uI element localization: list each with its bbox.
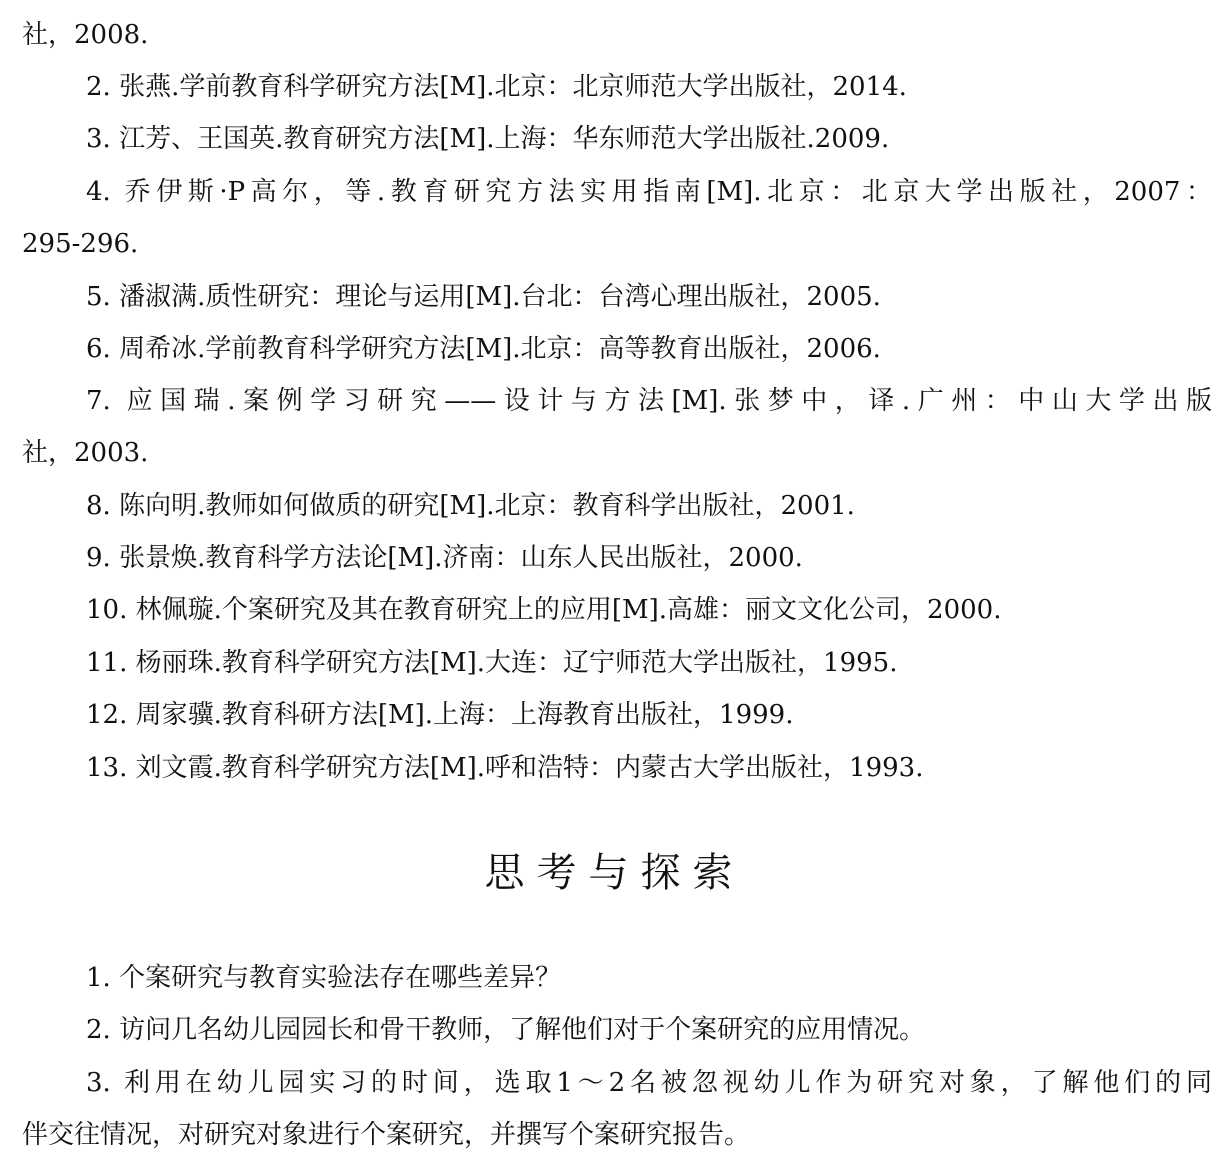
reference-item: 5. 潘淑满.质性研究：理论与运用[M].台北：台湾心理出版社，2005. bbox=[86, 282, 881, 312]
question-item: 2. 访问几名幼儿园园长和骨干教师，了解他们对于个案研究的应用情况。 bbox=[86, 1015, 926, 1045]
reference-continuation: 社，2008. bbox=[22, 20, 149, 50]
reference-item: 11. 杨丽珠.教育科学研究方法[M].大连：辽宁师范大学出版社，1995. bbox=[86, 648, 898, 678]
reference-item: 8. 陈向明.教师如何做质的研究[M].北京：教育科学出版社，2001. bbox=[86, 491, 855, 521]
reference-item: 7. 应国瑞.案例学习研究——设计与方法[M].张梦中，译.广州：中山大学出版 bbox=[86, 386, 1212, 416]
reference-item: 4. 乔伊斯·P高尔，等.教育研究方法实用指南[M].北京：北京大学出版社，2007： bbox=[86, 177, 1212, 207]
reference-item: 13. 刘文霞.教育科学研究方法[M].呼和浩特：内蒙古大学出版社，1993. bbox=[86, 753, 924, 783]
reference-item: 9. 张景焕.教育科学方法论[M].济南：山东人民出版社，2000. bbox=[86, 543, 803, 573]
reference-item: 3. 江芳、王国英.教育研究方法[M].上海：华东师范大学出版社.2009. bbox=[86, 124, 890, 154]
reference-item: 2. 张燕.学前教育科学研究方法[M].北京：北京师范大学出版社，2014. bbox=[86, 72, 907, 102]
section-heading: 思考与探索 bbox=[484, 850, 745, 896]
reference-item: 12. 周家骥.教育科研方法[M].上海：上海教育出版社，1999. bbox=[86, 700, 794, 730]
question-item: 3. 利用在幼儿园实习的时间，选取1～2名被忽视幼儿作为研究对象，了解他们的同 bbox=[86, 1068, 1212, 1098]
question-item: 1. 个案研究与教育实验法存在哪些差异？ bbox=[86, 963, 562, 993]
reference-continuation: 295-296. bbox=[22, 229, 139, 259]
reference-item: 10. 林佩璇.个案研究及其在教育研究上的应用[M].高雄：丽文文化公司，2000. bbox=[86, 595, 1002, 625]
question-continuation: 伴交往情况，对研究对象进行个案研究，并撰写个案研究报告。 bbox=[22, 1120, 751, 1150]
reference-item: 6. 周希冰.学前教育科学研究方法[M].北京：高等教育出版社，2006. bbox=[86, 334, 881, 364]
reference-continuation: 社，2003. bbox=[22, 438, 149, 468]
